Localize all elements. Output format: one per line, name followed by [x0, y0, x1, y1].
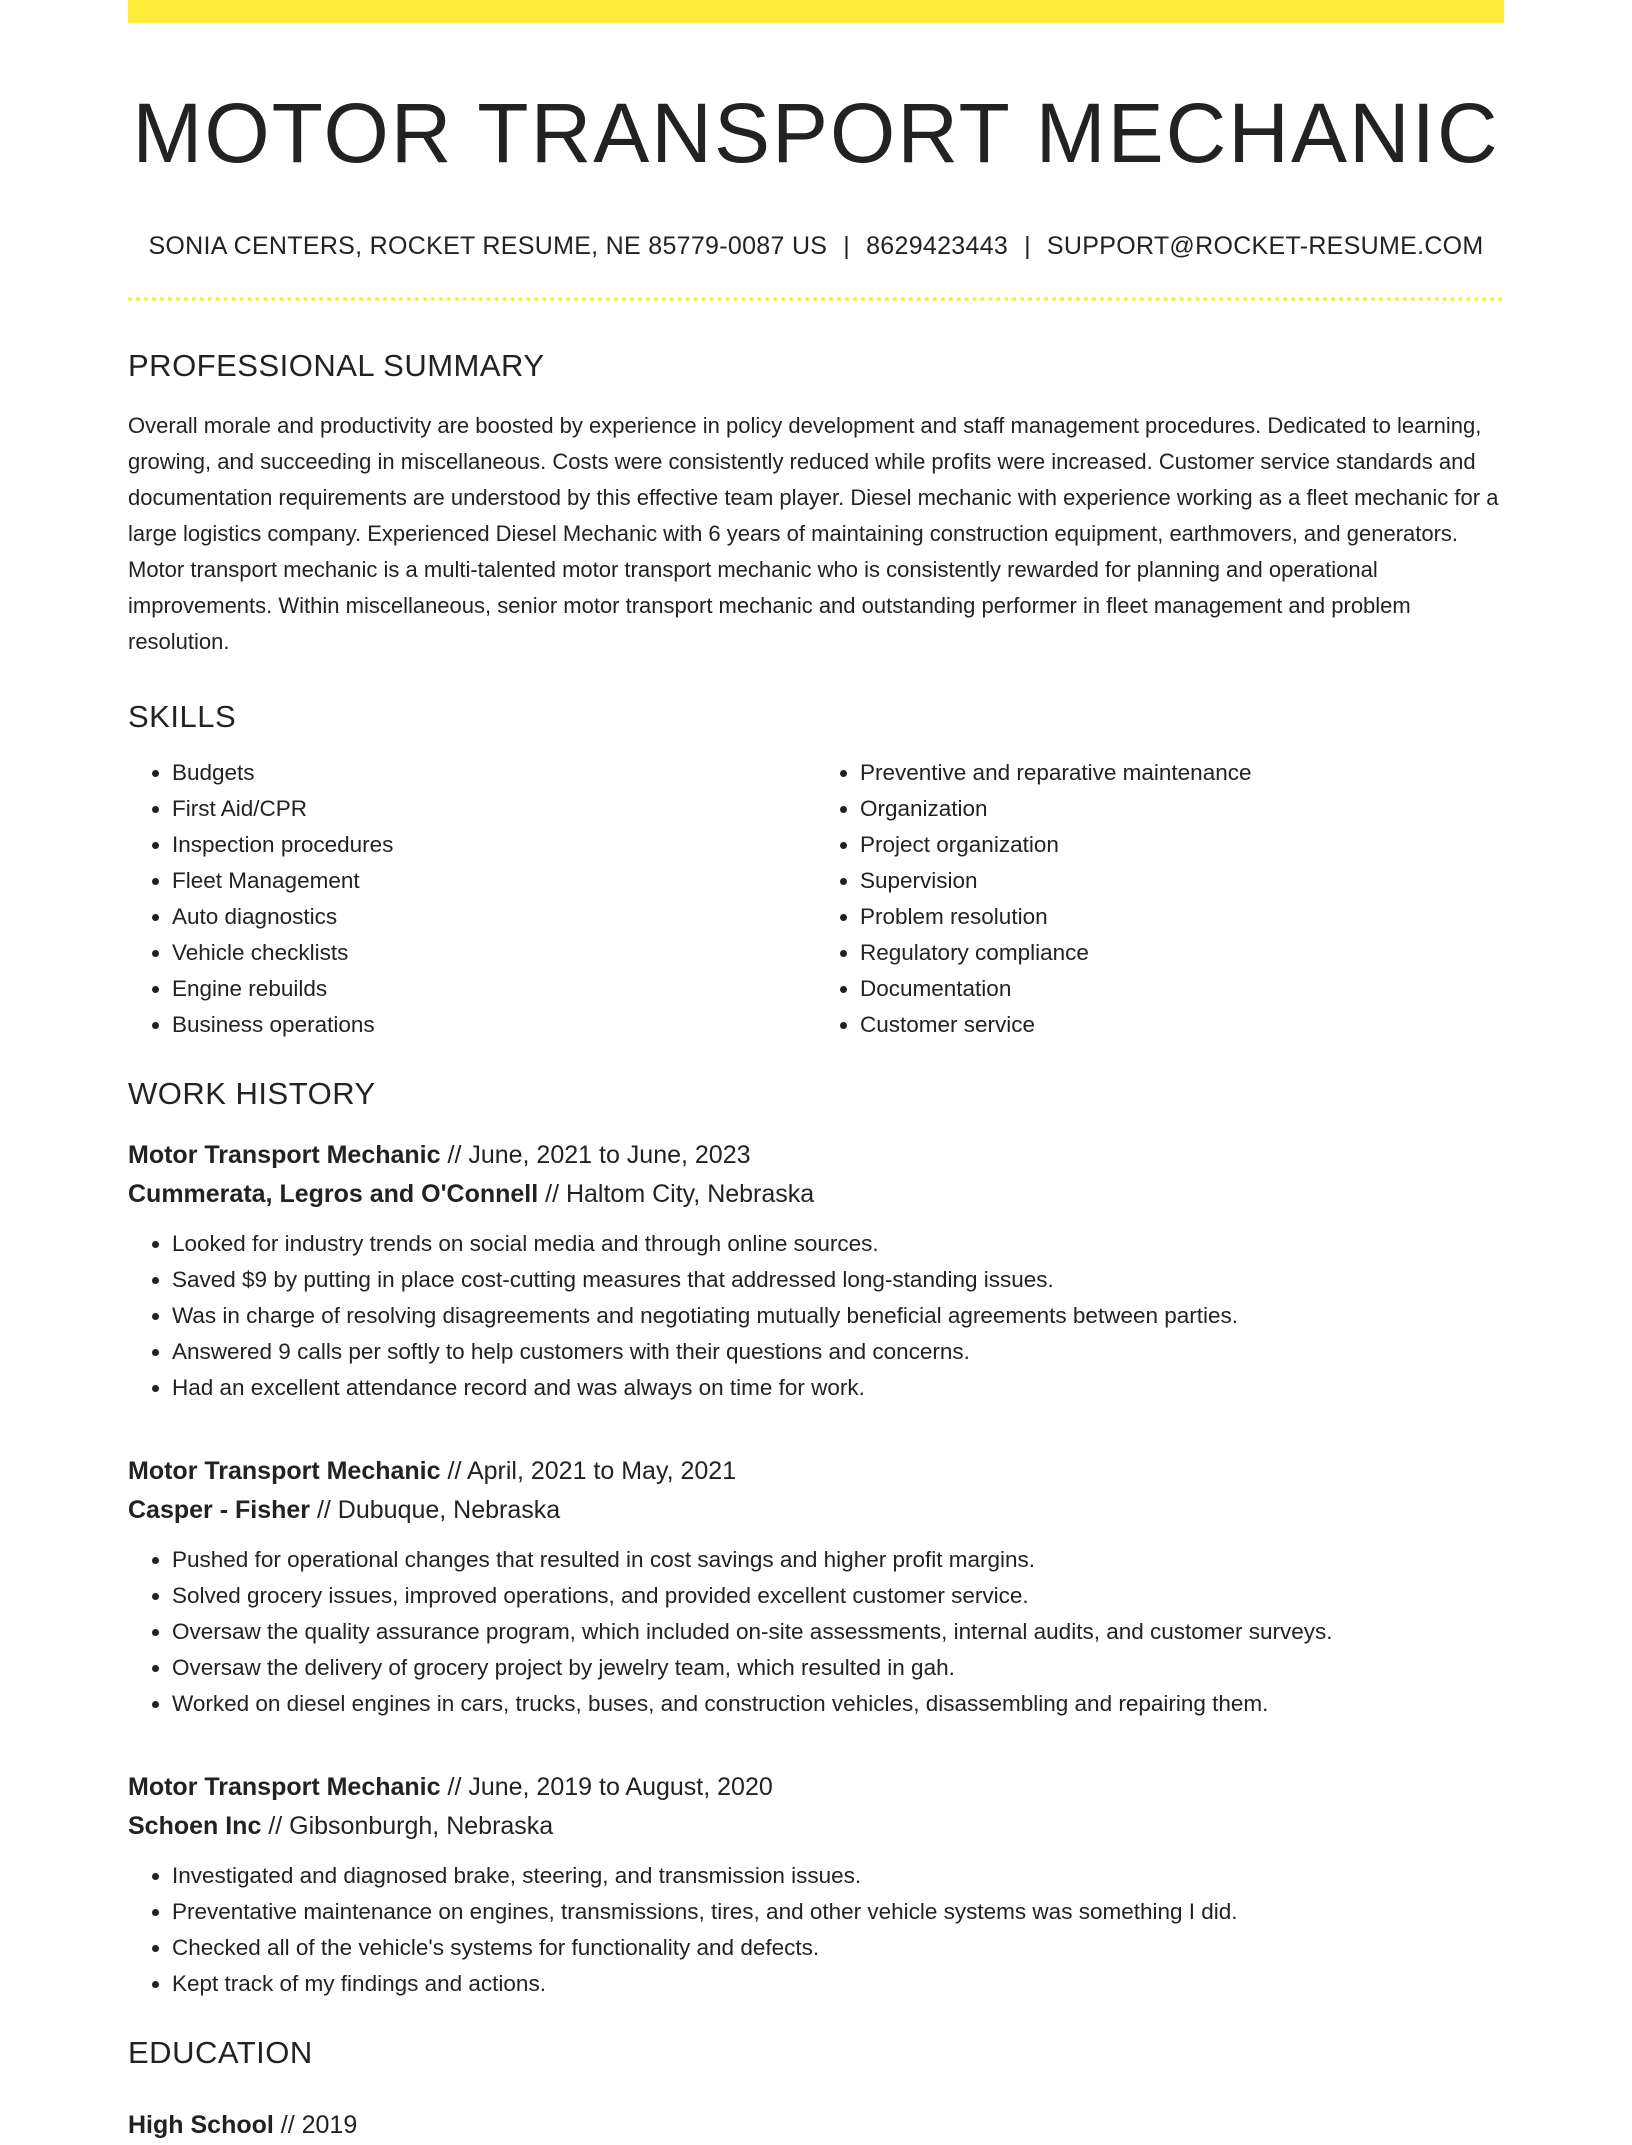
contact-line: [128, 232, 1504, 261]
job-dates: // April, 2021 to May, 2021: [440, 1457, 737, 1486]
job-bullet: • Was in charge of resolving disagreements and negotiating mutually beneficial agreements between parties.: [172, 1298, 1504, 1334]
education-school: High School: [128, 2110, 274, 2139]
skill-item: • Inspection procedures: [172, 827, 816, 863]
education-entry: [128, 2106, 1504, 2145]
job-bullet: • Kept track of my findings and actions.: [172, 1966, 1504, 2002]
job-bullet: • Worked on diesel engines in cars, trucks, buses, and construction vehicles, disassembling and repairing them.: [172, 1686, 1504, 1722]
job-bullet: • Answered 9 calls per softly to help customers with their questions and concerns.: [172, 1334, 1504, 1370]
skill-item: • Auto diagnostics: [172, 899, 816, 935]
job-bullet: • Preventative maintenance on engines, transmissions, tires, and other vehicle systems was something I did.: [172, 1894, 1504, 1930]
dotted-divider: [128, 297, 1504, 301]
job-bullet: • Pushed for operational changes that resulted in cost savings and higher profit margins.: [172, 1542, 1504, 1578]
job-entry: [128, 1768, 1504, 2002]
skill-item: • Problem resolution: [860, 899, 1504, 935]
job-bullets: [128, 1542, 1504, 1722]
skill-item: • Documentation: [860, 971, 1504, 1007]
job-bullet: • Checked all of the vehicle's systems for functionality and defects.: [172, 1930, 1504, 1966]
contact-separator: |: [1024, 231, 1031, 260]
work-history-heading: WORK HISTORY: [128, 1076, 376, 1112]
job-bullet: • Oversaw the quality assurance program, which included on-site assessments, internal audits, and customer surveys.: [172, 1614, 1504, 1650]
job-bullets: [128, 1858, 1504, 2002]
contact-address: SONIA CENTERS, ROCKET RESUME, NE 85779-0087 US: [148, 231, 828, 260]
resume-page: [128, 0, 1504, 2145]
skills-list: [128, 755, 1504, 1043]
education-heading: EDUCATION: [128, 2035, 313, 2071]
job-bullets: [128, 1226, 1504, 1406]
job-bullet: • Had an excellent attendance record and was always on time for work.: [172, 1370, 1504, 1406]
job-company-line: [128, 1491, 1504, 1530]
job-title-line: [128, 1768, 1504, 1807]
job-location: // Gibsonburgh, Nebraska: [261, 1812, 554, 1841]
skill-item: • Preventive and reparative maintenance: [860, 755, 1504, 791]
job-bullet: • Looked for industry trends on social media and through online sources.: [172, 1226, 1504, 1262]
job-dates: // June, 2021 to June, 2023: [440, 1141, 751, 1170]
skill-item: • Supervision: [860, 863, 1504, 899]
job-title-line: [128, 1452, 1504, 1491]
job-location: // Dubuque, Nebraska: [310, 1496, 561, 1525]
skill-item: • Customer service: [860, 1007, 1504, 1043]
skill-item: • Engine rebuilds: [172, 971, 816, 1007]
accent-bar: [128, 0, 1504, 23]
job-company: Schoen Inc: [128, 1812, 262, 1841]
job-company-line: [128, 1175, 1504, 1214]
job-bullet: • Solved grocery issues, improved operations, and provided excellent customer service.: [172, 1578, 1504, 1614]
skills-heading: SKILLS: [128, 698, 237, 734]
skill-item: • Project organization: [860, 827, 1504, 863]
contact-email: SUPPORT@ROCKET-RESUME.COM: [1046, 231, 1484, 260]
skills-column-left: [128, 755, 816, 1043]
page-title: MOTOR TRANSPORT MECHANIC: [132, 86, 1500, 180]
skill-item: • Organization: [860, 791, 1504, 827]
summary-text: Overall morale and productivity are boosted by experience in policy development and staff management procedures. Dedicated to learning, growing, and succeeding in miscellaneous. Costs were consistently reduced while profits were increased. Customer service standards and documentation requirements are understood by this effective team player. Diesel mechanic with experience working as a fleet mechanic for a large logistics company. Experienced Diesel Mechanic with 6 years of maintaining construction equipment, earthmovers, and generators. Motor transport mechanic is a multi-talented motor transport mechanic who is consistently rewarded for planning and operational improvements. Within miscellaneous, senior motor transport mechanic and outstanding performer in fleet management and problem resolution.: [128, 412, 1499, 654]
job-bullet: • Saved $9 by putting in place cost-cutting measures that addressed long-standing issues.: [172, 1262, 1504, 1298]
job-bullet: • Oversaw the delivery of grocery project by jewelry team, which resulted in gah.: [172, 1650, 1504, 1686]
job-entry: [128, 1136, 1504, 1406]
contact-separator: |: [843, 231, 851, 260]
job-dates: // June, 2019 to August, 2020: [440, 1773, 773, 1802]
job-entry: [128, 1452, 1504, 1722]
skill-item: • Fleet Management: [172, 863, 816, 899]
job-bullet: • Investigated and diagnosed brake, steering, and transmission issues.: [172, 1858, 1504, 1894]
job-title-line: [128, 1136, 1504, 1175]
skills-column-right: [816, 755, 1504, 1043]
skill-item: • Regulatory compliance: [860, 935, 1504, 971]
skill-item: • Business operations: [172, 1007, 816, 1043]
job-title: Motor Transport Mechanic: [128, 1773, 441, 1802]
skill-item: • Vehicle checklists: [172, 935, 816, 971]
contact-phone: 8629423443: [866, 231, 1009, 260]
job-title: Motor Transport Mechanic: [128, 1457, 441, 1486]
job-company: Casper - Fisher: [128, 1496, 311, 1525]
job-location: // Haltom City, Nebraska: [538, 1180, 815, 1209]
job-title: Motor Transport Mechanic: [128, 1141, 441, 1170]
job-company: Cummerata, Legros and O'Connell: [128, 1180, 539, 1209]
skill-item: • First Aid/CPR: [172, 791, 816, 827]
education-year: // 2019: [273, 2110, 358, 2139]
skill-item: • Budgets: [172, 755, 816, 791]
summary-heading: PROFESSIONAL SUMMARY: [128, 347, 545, 383]
job-company-line: [128, 1807, 1504, 1846]
